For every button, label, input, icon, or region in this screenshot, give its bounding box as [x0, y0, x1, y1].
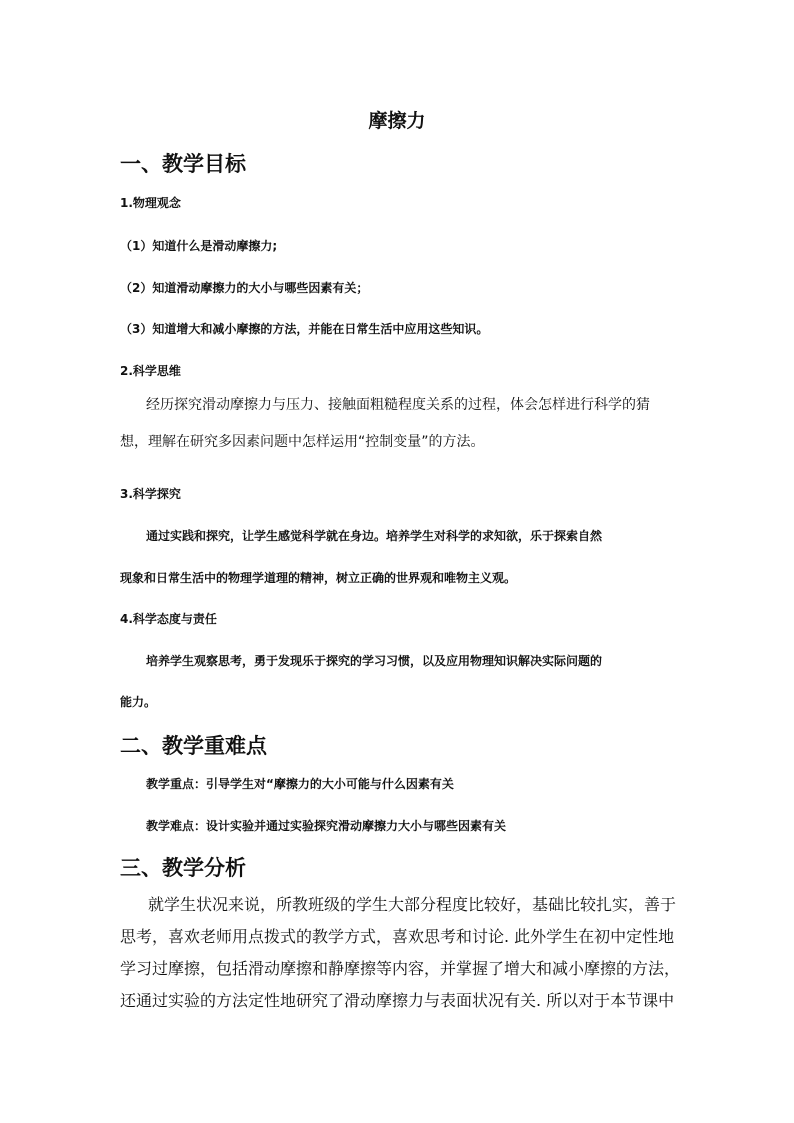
objective-item: （1）知道什么是滑动摩擦力;	[120, 239, 278, 253]
paragraph-line: 思考，喜欢老师用点拨式的教学方式，喜欢思考和讨论. 此外学生在初中定性地	[120, 927, 675, 946]
page-title: 摩擦力	[368, 110, 426, 132]
subheading-scientific-inquiry: 3.科学探究	[120, 487, 181, 501]
section-heading-key-points: 二、教学重难点	[120, 734, 267, 758]
objective-item: （3）知道增大和减小摩擦的方法，并能在日常生活中应用这些知识。	[120, 322, 489, 336]
paragraph-line: 经历探究滑动摩擦力与压力、接触面粗糙程度关系的过程，体会怎样进行科学的猜	[146, 397, 650, 413]
section-heading-objectives: 一、教学目标	[120, 152, 246, 176]
paragraph-line: 就学生状况来说，所教班级的学生大部分程度比较好，基础比较扎实，善于	[148, 895, 677, 914]
subheading-physics-concept: 1.物理观念	[120, 196, 181, 210]
paragraph-line: 通过实践和探究，让学生感觉科学就在身边。培养学生对科学的求知欲，乐于探索自然	[146, 529, 603, 543]
section-heading-analysis: 三、教学分析	[120, 856, 246, 880]
paragraph-line: 学习过摩擦，包括滑动摩擦和静摩擦等内容，并掌握了增大和减小摩擦的方法，	[120, 959, 681, 978]
paragraph-line: 想，理解在研究多因素问题中怎样运用“控制变量”的方法。	[120, 434, 485, 450]
paragraph-line: 现象和日常生活中的物理学道理的精神，树立正确的世界观和唯物主义观。	[120, 571, 517, 585]
paragraph-line: 能力。	[120, 695, 157, 709]
paragraph-line: 培养学生观察思考，勇于发现乐于探究的学习习惯，以及应用物理知识解决实际问题的	[146, 654, 603, 668]
subheading-attitude-responsibility: 4.科学态度与责任	[120, 612, 217, 626]
subheading-scientific-thinking: 2.科学思维	[120, 364, 181, 378]
objective-item: （2）知道滑动摩擦力的大小与哪些因素有关；	[120, 281, 369, 295]
teaching-key-point: 教学重点：引导学生对“摩擦力的大小可能与什么因素有关	[146, 777, 454, 791]
paragraph-line: 还通过实验的方法定性地研究了滑动摩擦力与表面状况有关. 所以对于本节课中	[120, 991, 675, 1010]
teaching-difficult-point: 教学难点：设计实验并通过实验探究滑动摩擦力大小与哪些因素有关	[146, 819, 507, 833]
